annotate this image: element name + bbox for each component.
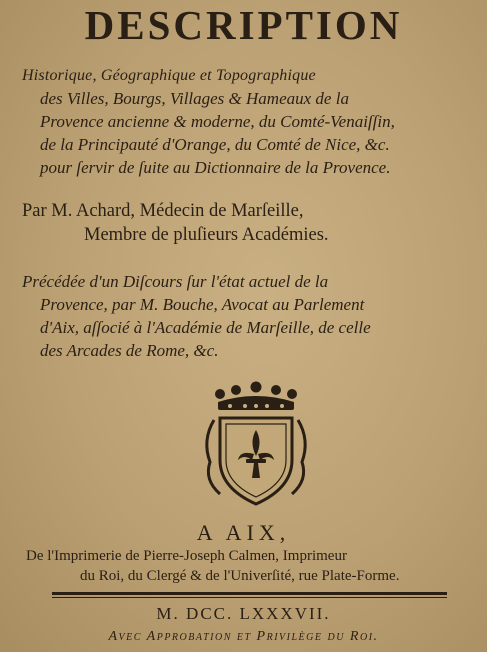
subtitle-line-3: Provence ancienne & moderne, du Comté-Venaiſſin, (40, 112, 395, 131)
author-line-1: Par M. Achard, Médecin de Marſeille, (22, 201, 304, 221)
preface-line-3: d'Aix, aſſocié à l'Académie de Marſeille, de celle (40, 318, 371, 337)
preface-line-1: Précédée d'un Diſcours ſur l'état actuel de la (22, 272, 329, 291)
subtitle-line-5: pour ſervir de ſuite au Dictionnaire de la Provence. (40, 158, 391, 177)
page-title: DESCRIPTION (84, 2, 403, 48)
publication-year: M. DCC. LXXXVII. (156, 604, 331, 623)
author-line-2: Membre de pluſieurs Académies. (84, 225, 329, 245)
printer-line-2: du Roi, du Clergé & de l'Univerſité, rue Plate-Forme. (80, 568, 400, 584)
preface-line-4: des Arcades de Rome, &c. (40, 341, 219, 360)
privilege-line: Avec Approbation et Privilège du Roi. (108, 629, 379, 644)
fleur-de-lis-coat-of-arms-icon (200, 380, 312, 510)
double-rule-thin (52, 597, 447, 598)
place-of-publication: A AIX, (196, 520, 291, 545)
subtitle-line-4: de la Principauté d'Orange, du Comté de Nice, &c. (40, 135, 390, 154)
preface-line-2: Provence, par M. Bouche, Avocat au Parlement (40, 295, 365, 314)
double-rule-thick (52, 592, 447, 595)
subtitle-line-2: des Villes, Bourgs, Villages & Hameaux de la (40, 89, 349, 108)
printer-line-1: De l'Imprimerie de Pierre-Joseph Calmen, Imprimeur (26, 548, 347, 564)
subtitle-line-1: Historique, Géographique et Topographique (22, 67, 316, 84)
